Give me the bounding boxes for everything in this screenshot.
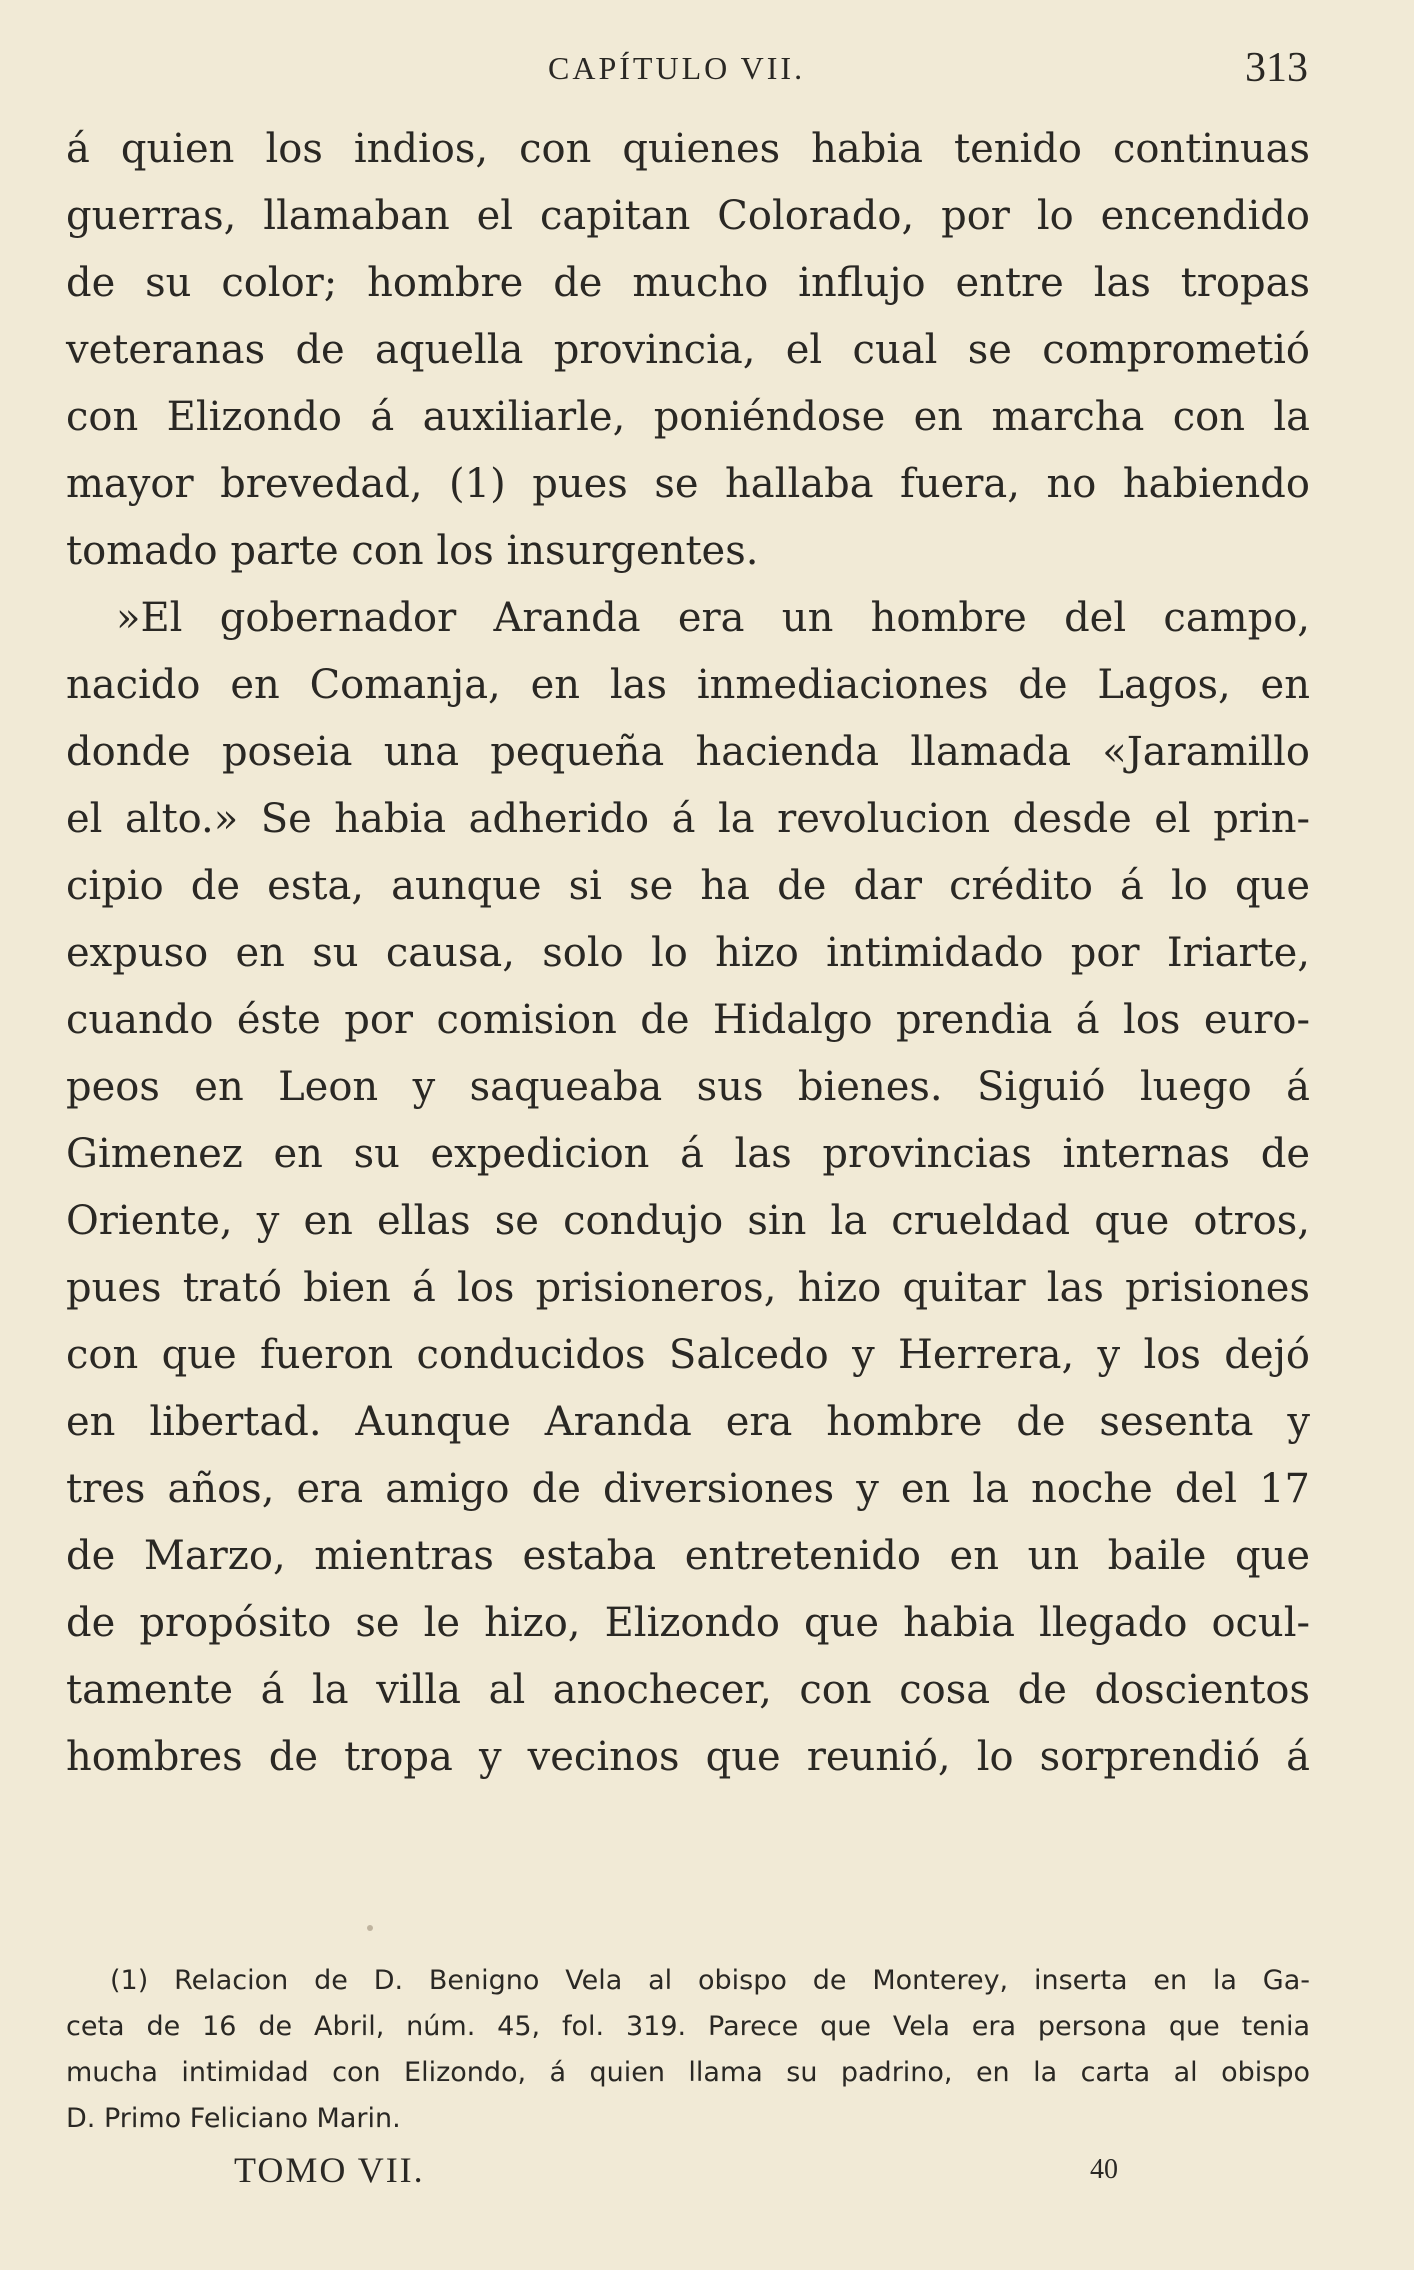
body-line: peos en Leon y saqueaba sus bienes. Siguió luego á (66, 1064, 1310, 1110)
body-line: cuando éste por comision de Hidalgo prendia á los euro- (66, 997, 1310, 1043)
body-line: tamente á la villa al anochecer, con cosa de doscientos (66, 1667, 1310, 1713)
footnote-line: ceta de 16 de Abril, núm. 45, fol. 319. Parece que Vela era persona que tenia (66, 2011, 1310, 2042)
body-line: guerras, llamaban el capitan Colorado, por lo encendido (66, 193, 1310, 239)
body-line: de Marzo, mientras estaba entretenido en un baile que (66, 1533, 1310, 1579)
body-line: Oriente, y en ellas se condujo sin la crueldad que otros, (66, 1198, 1310, 1244)
footnote-line: D. Primo Feliciano Marin. (66, 2103, 401, 2134)
body-line: de propósito se le hizo, Elizondo que habia llegado ocul- (66, 1600, 1310, 1646)
body-text (66, 116, 1310, 1791)
body-line: donde poseia una pequeña hacienda llamada «Jaramillo (66, 729, 1310, 775)
footnote-line: (1) Relacion de D. Benigno Vela al obispo de Monterey, inserta en la Ga- (110, 1965, 1310, 1996)
body-line: nacido en Comanja, en las inmediaciones de Lagos, en (66, 662, 1310, 708)
body-line: mayor brevedad, (1) pues se hallaba fuera, no habiendo (66, 461, 1310, 507)
body-line: veteranas de aquella provincia, el cual se comprometió (66, 327, 1310, 373)
running-head: CAPÍTULO VII. (548, 50, 806, 86)
signature-mark: 40 (1090, 2154, 1118, 2185)
page-number: 313 (1245, 45, 1308, 91)
body-line: con Elizondo á auxiliarle, poniéndose en marcha con la (66, 394, 1310, 440)
body-line: »El gobernador Aranda era un hombre del campo, (116, 595, 1310, 641)
footnote-line: mucha intimidad con Elizondo, á quien llama su padrino, en la carta al obispo (66, 2057, 1310, 2088)
body-line: expuso en su causa, solo lo hizo intimidado por Iriarte, (66, 930, 1310, 976)
body-line: Gimenez en su expedicion á las provincias internas de (66, 1131, 1310, 1177)
body-line: hombres de tropa y vecinos que reunió, lo sorprendió á (66, 1734, 1310, 1780)
body-line: tres años, era amigo de diversiones y en la noche del 17 (66, 1466, 1310, 1512)
footnote-separator-dot (367, 1925, 373, 1931)
body-line: pues trató bien á los prisioneros, hizo quitar las prisiones (66, 1265, 1310, 1311)
body-line: á quien los indios, con quienes habia tenido continuas (66, 126, 1310, 172)
body-line: de su color; hombre de mucho influjo entre las tropas (66, 260, 1310, 306)
body-line: cipio de esta, aunque si se ha de dar crédito á lo que (66, 863, 1310, 909)
volume-label: TOMO VII. (234, 2150, 425, 2190)
footnotes (66, 1958, 1310, 2142)
body-line: con que fueron conducidos Salcedo y Herrera, y los dejó (66, 1332, 1310, 1378)
body-line: tomado parte con los insurgentes. (66, 528, 759, 574)
body-line: el alto.» Se habia adherido á la revolucion desde el prin- (66, 796, 1310, 842)
body-line: en libertad. Aunque Aranda era hombre de sesenta y (66, 1399, 1310, 1445)
